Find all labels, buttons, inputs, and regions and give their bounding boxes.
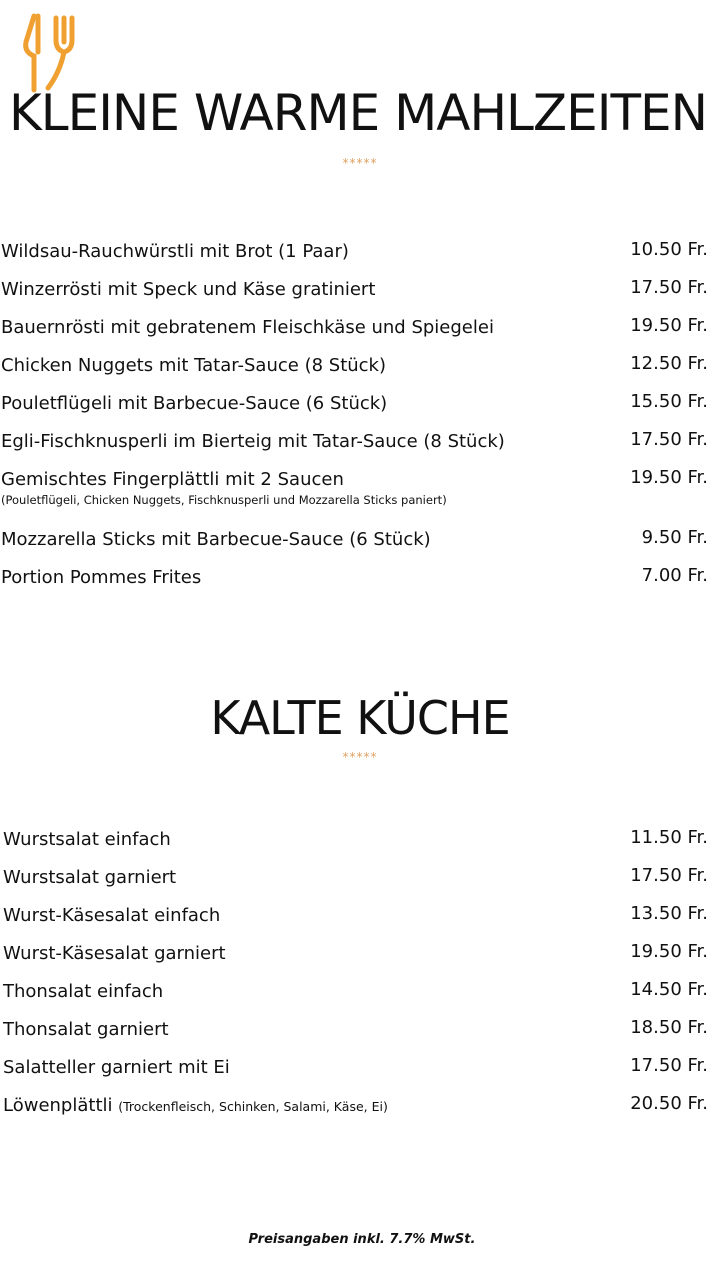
- menu-item-name: Thonsalat garniert: [3, 1019, 169, 1040]
- menu-item: [0, 354, 720, 392]
- section-title-warm-meals: KLEINE WARME MAHLZEITEN: [8, 84, 708, 142]
- menu-item: [0, 278, 720, 316]
- menu-item: [0, 528, 720, 566]
- fork-and-spoon-logo-icon: [16, 12, 86, 94]
- menu-item-name: Wurst-Käsesalat garniert: [3, 943, 226, 964]
- menu-item-name: Gemischtes Fingerplättli mit 2 Saucen: [1, 469, 344, 490]
- menu-item-note: (Trockenfleisch, Schinken, Salami, Käse, Ei): [118, 1099, 388, 1114]
- menu-item: [0, 1056, 720, 1094]
- menu-item-price: 17.50 Fr.: [630, 429, 708, 450]
- section-divider-stars: *****: [342, 156, 378, 170]
- menu-item-name-with-note: [3, 1094, 388, 1119]
- menu-item-name: Löwenplättli: [3, 1095, 113, 1116]
- menu-item-name: Salatteller garniert mit Ei: [3, 1057, 230, 1078]
- menu-item-note: (Pouletflügeli, Chicken Nuggets, Fischknusperli und Mozzarella Sticks paniert): [1, 493, 447, 507]
- menu-item-price: 19.50 Fr.: [630, 941, 708, 962]
- menu-item: [0, 1094, 720, 1132]
- menu-item-price: 14.50 Fr.: [630, 979, 708, 1000]
- menu-item-price: 19.50 Fr.: [630, 315, 708, 336]
- menu-item: [0, 566, 720, 604]
- menu-item-name: Bauernrösti mit gebratenem Fleischkäse und Spiegelei: [1, 317, 494, 338]
- menu-item: [0, 904, 720, 942]
- menu-item: [0, 240, 720, 278]
- menu-item: [0, 392, 720, 430]
- menu-item-price: 19.50 Fr.: [630, 467, 708, 488]
- menu-item-name: Wurst-Käsesalat einfach: [3, 905, 221, 926]
- menu-item-price: 11.50 Fr.: [630, 827, 708, 848]
- menu-item-price: 13.50 Fr.: [630, 903, 708, 924]
- menu-item-name: Wurstsalat einfach: [3, 829, 171, 850]
- section-title-cold-kitchen: KALTE KÜCHE: [210, 691, 510, 745]
- menu-item: [0, 828, 720, 866]
- menu-item-price: 15.50 Fr.: [630, 391, 708, 412]
- menu-item-name: Pouletflügeli mit Barbecue-Sauce (6 Stück): [1, 393, 388, 414]
- menu-item-price: 9.50 Fr.: [641, 527, 708, 548]
- menu-item-name: Wurstsalat garniert: [3, 867, 177, 888]
- menu-item-price: 7.00 Fr.: [641, 565, 708, 586]
- menu-item: [0, 942, 720, 980]
- menu-item-name: Wildsau-Rauchwürstli mit Brot (1 Paar): [1, 241, 349, 262]
- menu-item: [0, 1018, 720, 1056]
- menu-item-name: Mozzarella Sticks mit Barbecue-Sauce (6 Stück): [1, 529, 431, 550]
- menu-item-price: 10.50 Fr.: [630, 239, 708, 260]
- menu-item-price: 17.50 Fr.: [630, 277, 708, 298]
- section-divider-stars: *****: [342, 750, 378, 764]
- menu-item-price: 17.50 Fr.: [630, 865, 708, 886]
- menu-item: [0, 866, 720, 904]
- menu-item-price: 17.50 Fr.: [630, 1055, 708, 1076]
- menu-item-name: Egli-Fischknusperli im Bierteig mit Tatar-Sauce (8 Stück): [1, 431, 505, 452]
- menu-list-cold-kitchen: [0, 828, 720, 1132]
- menu-item: [0, 316, 720, 354]
- menu-item: [0, 468, 720, 528]
- menu-item-name: Chicken Nuggets mit Tatar-Sauce (8 Stück): [1, 355, 386, 376]
- menu-item-name: Portion Pommes Frites: [1, 567, 202, 588]
- menu-item-price: 20.50 Fr.: [630, 1093, 708, 1114]
- menu-list-warm-meals: [0, 240, 720, 604]
- menu-item-price: 12.50 Fr.: [630, 353, 708, 374]
- menu-item-price: 18.50 Fr.: [630, 1017, 708, 1038]
- menu-item: [0, 980, 720, 1018]
- menu-item-name: Thonsalat einfach: [3, 981, 164, 1002]
- vat-footnote: Preisangaben inkl. 7.7% MwSt.: [248, 1232, 476, 1247]
- menu-item: [0, 430, 720, 468]
- menu-item-name: Winzerrösti mit Speck und Käse gratiniert: [1, 279, 376, 300]
